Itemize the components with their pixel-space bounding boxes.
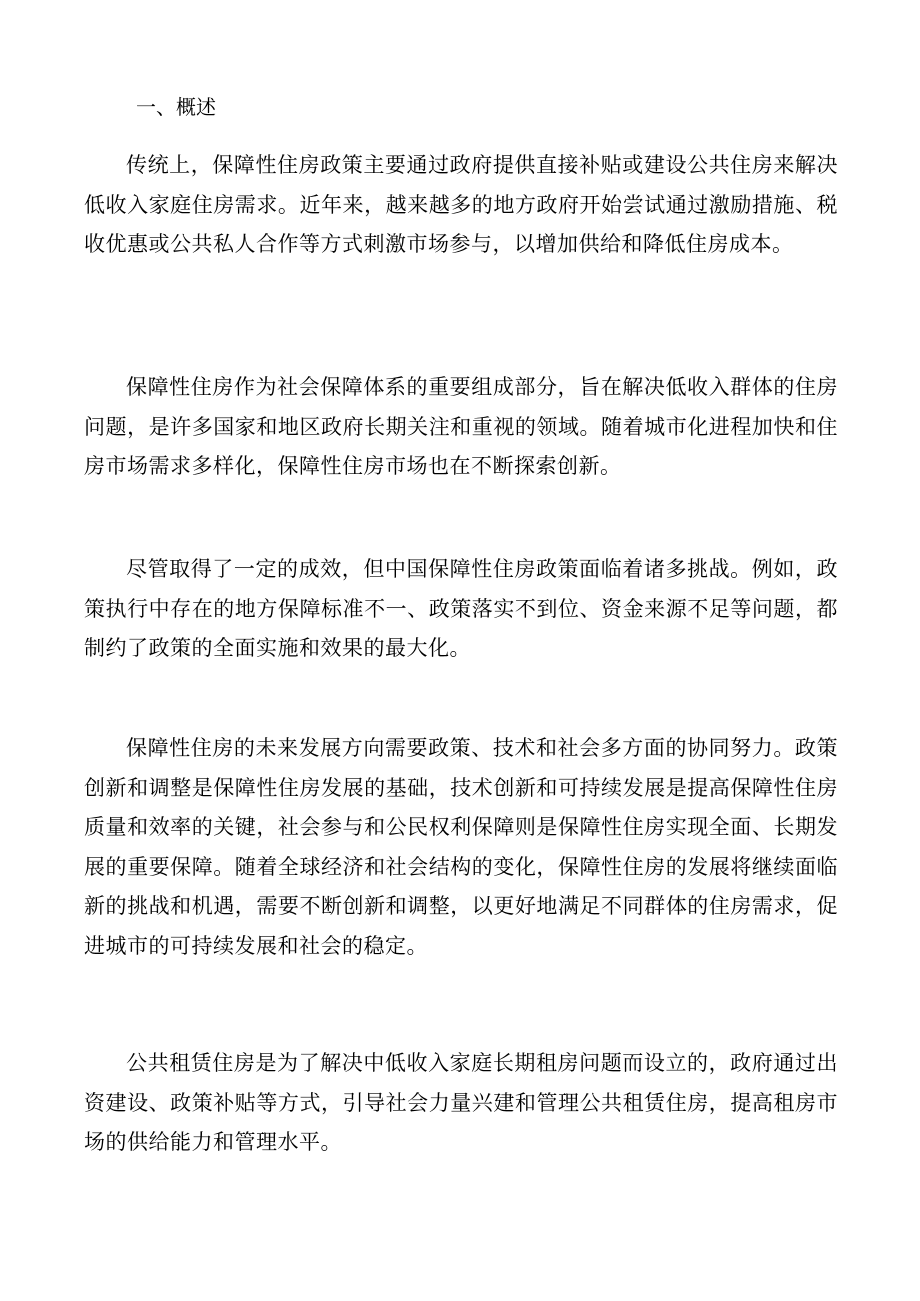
paragraph-public-rental: 公共租赁住房是为了解决中低收入家庭长期租房问题而设立的，政府通过出资建设、政策补贴等方式，引导社会力量兴建和管理公共租赁住房，提高租房市场的供给能力和管理水平。 (84, 1051, 838, 1154)
paragraph-social-security: 保障性住房作为社会保障体系的重要组成部分，旨在解决低收入群体的住房问题，是许多国家和地区政府长期关注和重视的领域。随着城市化进程加快和住房市场需求多样化，保障性住房市场也在不断探索创新。 (84, 375, 838, 478)
paragraph-challenges: 尽管取得了一定的成效，但中国保障性住房政策面临着诸多挑战。例如，政策执行中存在的地方保障标准不一、政策落实不到位、资金来源不足等问题，都制约了政策的全面实施和效果的最大化。 (84, 557, 838, 660)
section-heading: 一、概述 (136, 95, 216, 119)
paragraph-future-direction: 保障性住房的未来发展方向需要政策、技术和社会多方面的协同努力。政策创新和调整是保障性住房发展的基础，技术创新和可持续发展是提高保障性住房质量和效率的关键，社会参与和公民权利保障则是保障性住房实现全面、长期发展的重要保障。随着全球经济和社会结构的变化，保障性住房的发展将继续面临新的挑战和机遇，需要不断创新和调整，以更好地满足不同群体的住房需求，促进城市的可持续发展和社会的稳定。 (84, 736, 838, 958)
paragraph-traditional-policy: 传统上，保障性住房政策主要通过政府提供直接补贴或建设公共住房来解决低收入家庭住房需求。近年来，越来越多的地方政府开始尝试通过激励措施、税收优惠或公共私人合作等方式刺激市场参与，以增加供给和降低住房成本。 (84, 153, 838, 256)
